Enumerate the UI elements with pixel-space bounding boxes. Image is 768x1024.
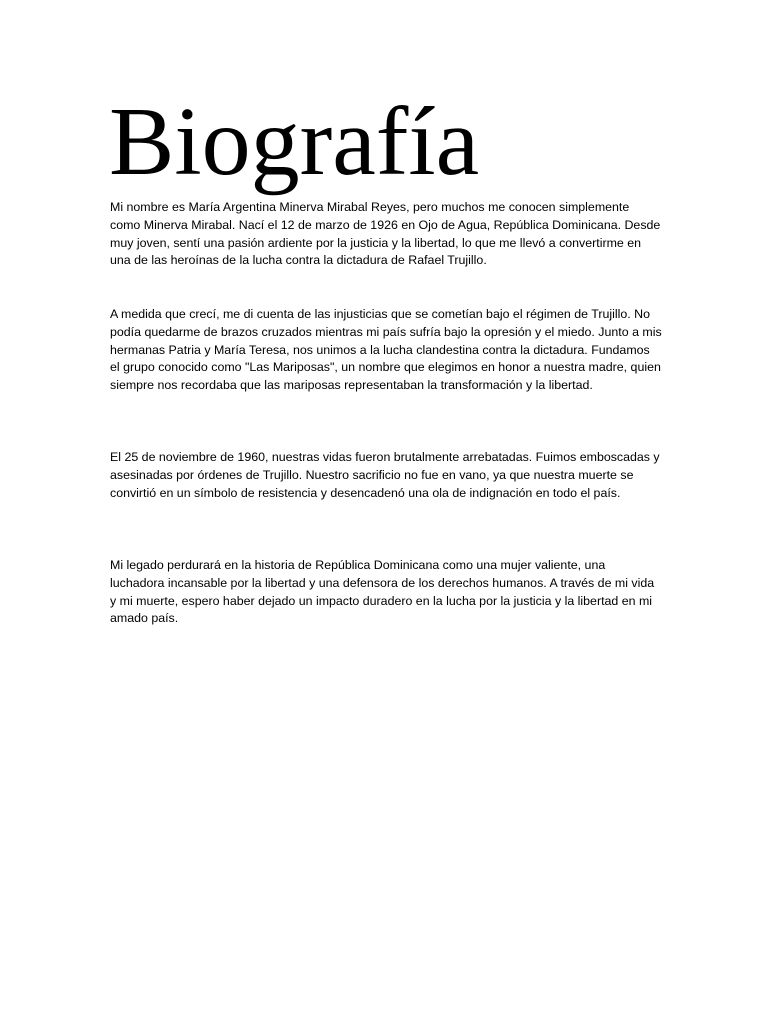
paragraph-birth: Mi nombre es María Argentina Minerva Mirabal Reyes, pero muchos me conocen simplemente como Minerva Mirabal. Nací el 12 de marzo de 1926 en Ojo de Agua, República Dominicana. Desde muy joven, sentí una pasión ardiente por la justicia y la libertad, lo que me llevó a convertirme en una de las heroínas de la lucha contra la dictadura de Rafael Trujillo. — [110, 200, 661, 268]
page-title: Biografía — [109, 88, 480, 196]
paragraph-resistance: A medida que crecí, me di cuenta de las injusticias que se cometían bajo el régimen de Trujillo. No podía quedarme de brazos cruzados mientras mi país sufría bajo la opresión y el miedo. Junto a mis hermanas Patria y María Teresa, nos unimos a la lucha clandestina contra la dictadura. Fundamos el grupo conocido como "Las Mariposas", un nombre que elegimos en honor a nuestra madre, quien siempre nos recordaba que las mariposas representaban la transformación y la libertad. — [110, 307, 662, 393]
paragraph-death: El 25 de noviembre de 1960, nuestras vidas fueron brutalmente arrebatadas. Fuimos emboscadas y asesinadas por órdenes de Trujillo. Nuestro sacrificio no fue en vano, ya que nuestra muerte se convirtió en un símbolo de resistencia y desencadenó una ola de indignación en todo el país. — [110, 450, 660, 500]
paragraph-legacy: Mi legado perdurará en la historia de República Dominicana como una mujer valiente, una luchadora incansable por la libertad y una defensora de los derechos humanos. A través de mi vida y mi muerte, espero haber dejado un impacto duradero en la lucha por la justicia y la libertad en mi amado país. — [110, 558, 655, 626]
